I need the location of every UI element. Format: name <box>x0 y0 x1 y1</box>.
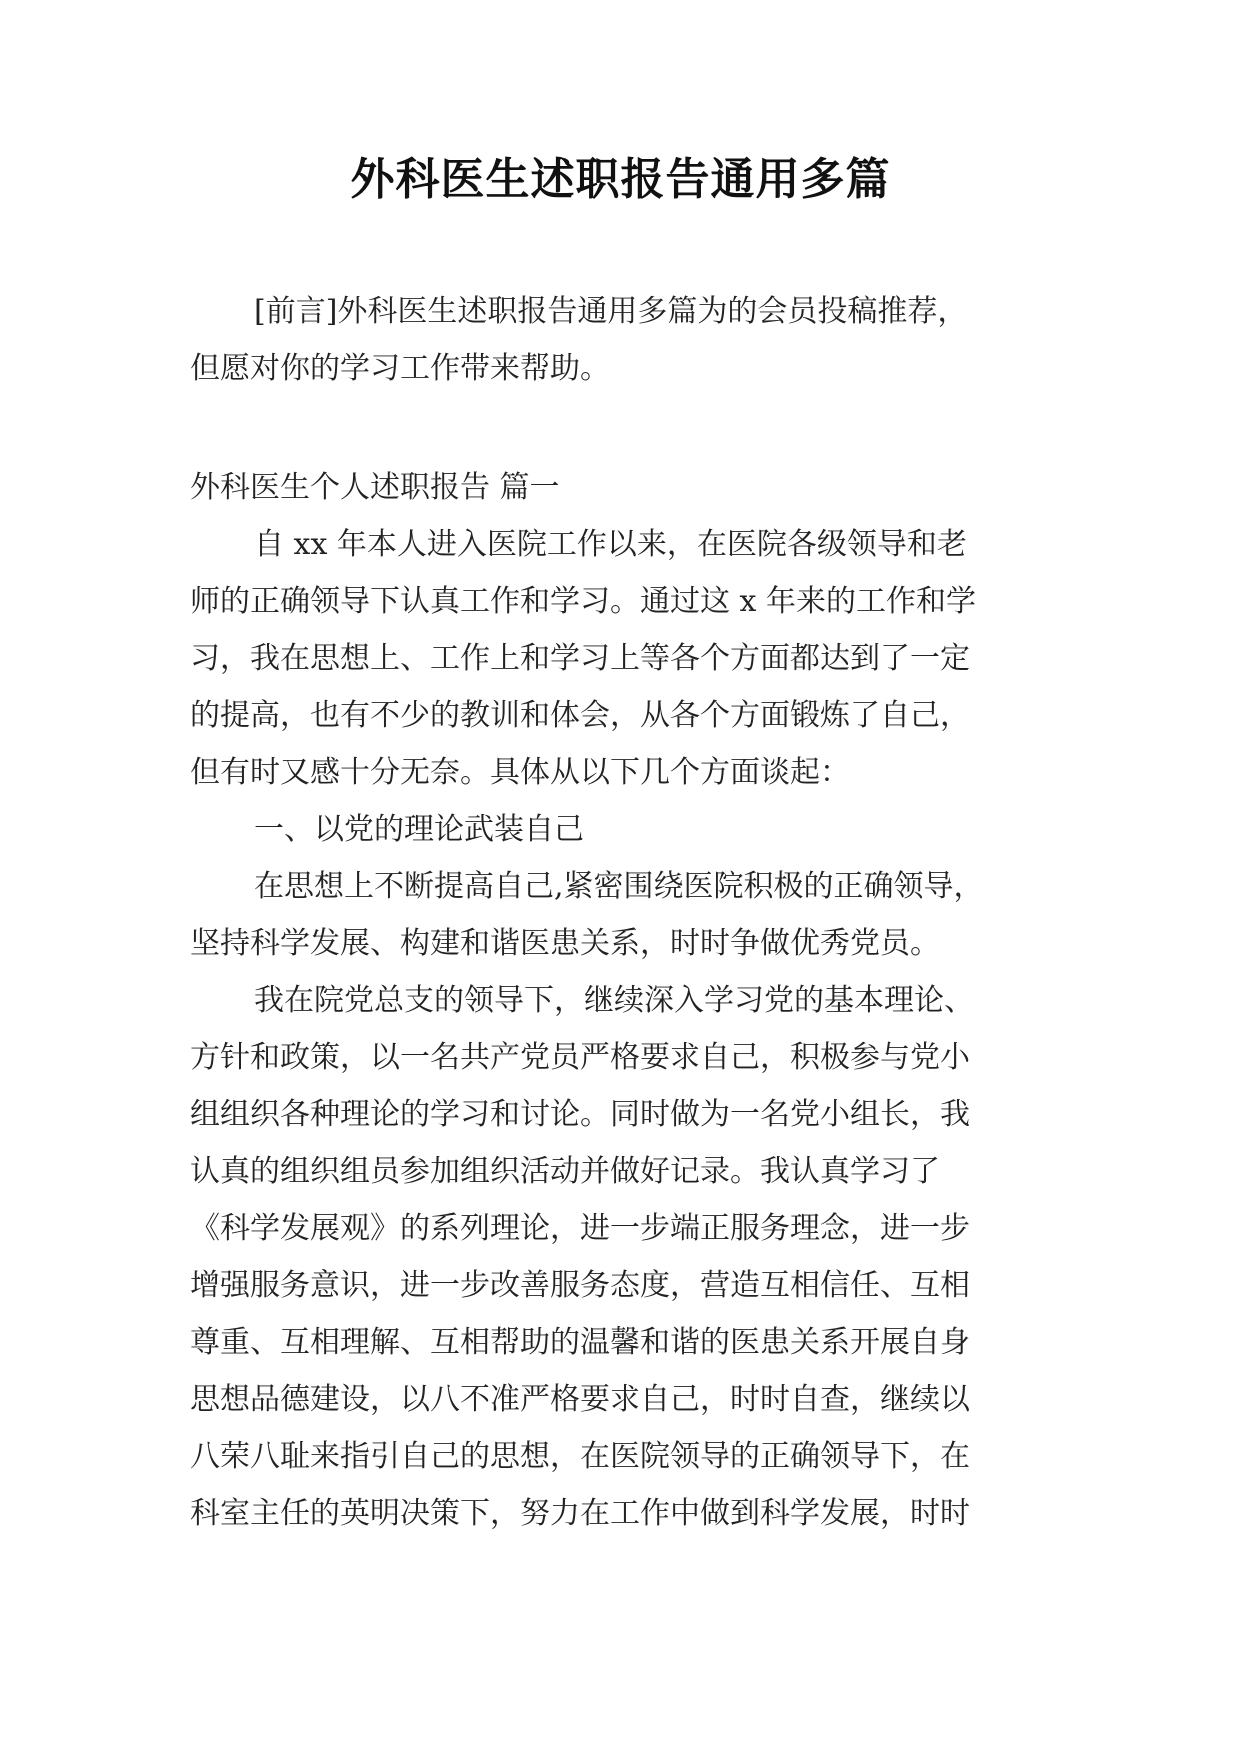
paragraph-line: 八荣八耻来指引自己的思想，在医院领导的正确领导下，在 <box>190 1439 970 1474</box>
paragraph-line: 尊重、互相理解、互相帮助的温馨和谐的医患关系开展自身 <box>190 1325 970 1360</box>
paragraph-line: 但愿对你的学习工作带来帮助。 <box>190 351 610 386</box>
paragraph-line: 增强服务意识，进一步改善服务态度，营造互相信任、互相 <box>190 1268 970 1303</box>
paragraph-line: 方针和政策，以一名共产党员严格要求自己，积极参与党小 <box>190 1040 970 1075</box>
paragraph-line: 习，我在思想上、工作上和学习上等各个方面都达到了一定 <box>190 641 970 676</box>
paragraph-line: 我在院党总支的领导下，继续深入学习党的基本理论、 <box>254 983 974 1018</box>
paragraph-line: 在思想上不断提高自己,紧密围绕医院积极的正确领导， <box>254 869 984 904</box>
paragraph-line: 科室主任的英明决策下，努力在工作中做到科学发展，时时 <box>190 1496 970 1531</box>
paragraph-line: 坚持科学发展、构建和谐医患关系，时时争做优秀党员。 <box>190 926 940 961</box>
paragraph-line: 的提高，也有不少的教训和体会，从各个方面锻炼了自己， <box>190 698 970 733</box>
paragraph-line: 《科学发展观》的系列理论，进一步端正服务理念，进一步 <box>190 1211 970 1246</box>
subsection-heading: 一、以党的理论武装自己 <box>254 812 584 847</box>
paragraph-line: 思想品德建设，以八不准严格要求自己，时时自查，继续以 <box>190 1382 970 1417</box>
paragraph-line: 自 xx 年本人进入医院工作以来，在医院各级领导和老 <box>254 527 967 562</box>
paragraph-line: [前言]外科医生述职报告通用多篇为的会员投稿推荐， <box>254 294 968 329</box>
document-title: 外科医生述职报告通用多篇 <box>350 154 891 205</box>
paragraph-line: 组组织各种理论的学习和讨论。同时做为一名党小组长，我 <box>190 1097 970 1132</box>
paragraph-line: 认真的组织组员参加组织活动并做好记录。我认真学习了 <box>190 1154 940 1189</box>
section-heading: 外科医生个人述职报告 篇一 <box>190 470 560 505</box>
paragraph-line: 但有时又感十分无奈。具体从以下几个方面谈起： <box>190 755 850 790</box>
paragraph-line: 师的正确领导下认真工作和学习。通过这 x 年来的工作和学 <box>190 584 976 619</box>
